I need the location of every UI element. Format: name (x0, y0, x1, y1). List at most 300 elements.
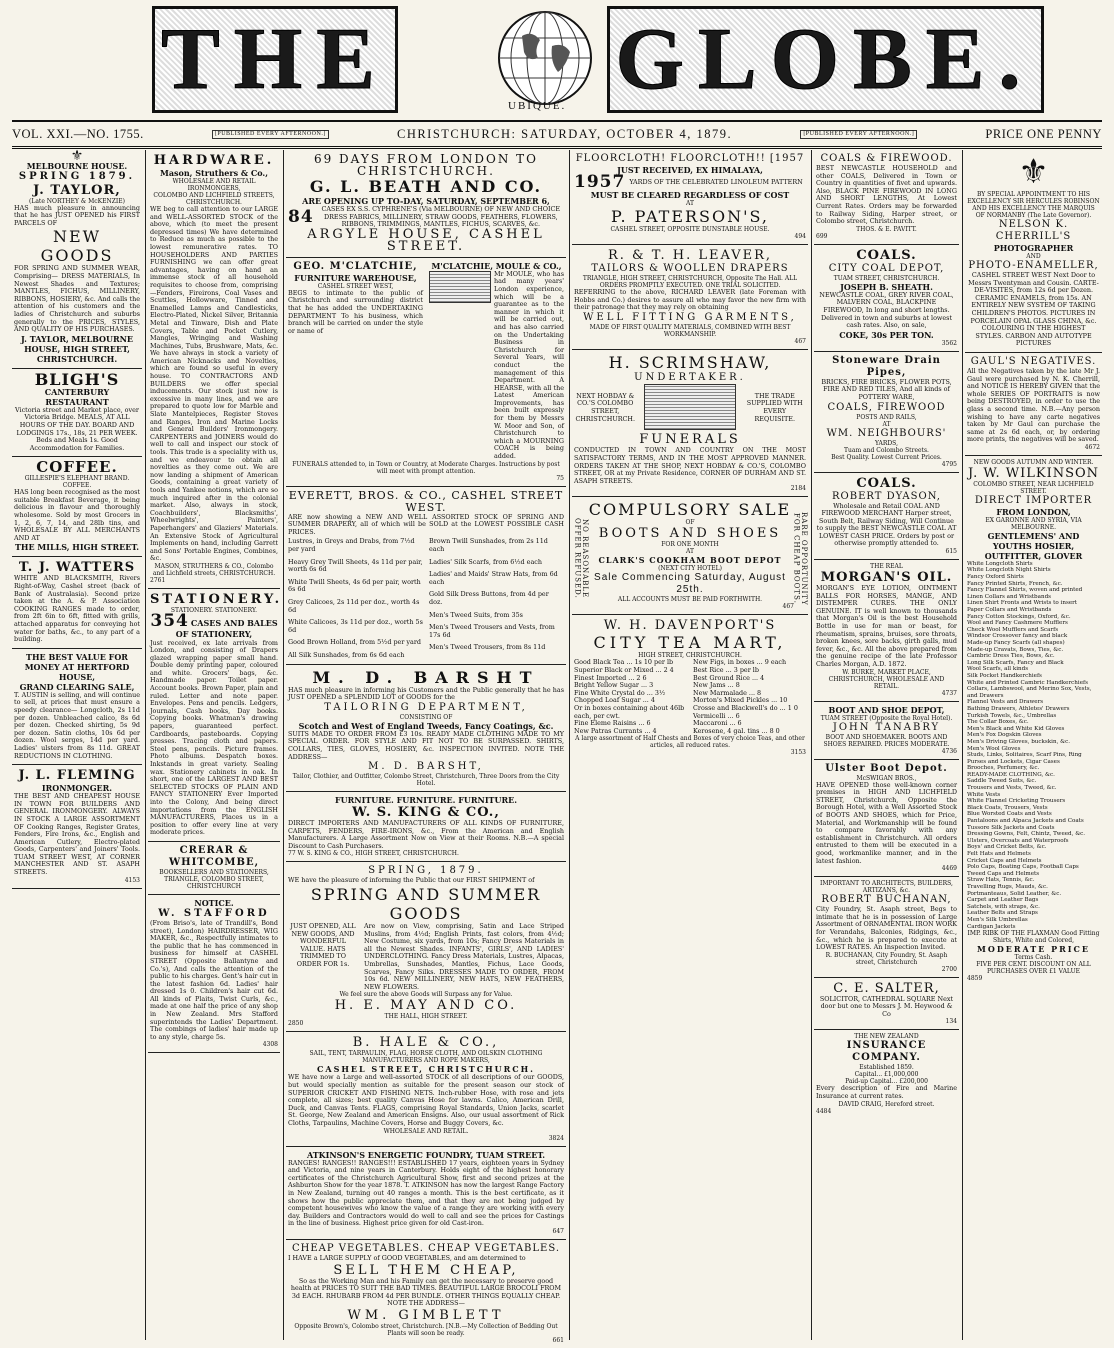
list-item: Trousers and Vests, Tweed, &c. (967, 785, 1057, 792)
list-item: Fancy Oxford Shirts (967, 574, 1024, 581)
ad-body: HAS much pleasure in informing his Customers and the Public generally that he has JUST OPENED a SPLENDID LOT of GOODS for the (288, 685, 564, 702)
ad-heading: NOTICE. (194, 897, 234, 908)
column-4 (572, 150, 808, 1340)
ad-cherrill (965, 150, 1102, 353)
ad-stafford (148, 895, 280, 1054)
ad-body: SUITS MADE TO ORDER FROM £3 10s. READY MADE CLOTHING MADE TO MY SPECIAL ORDER. FOR STYLE AND FIT NOT TO BE SURPASSED. SHIRTS, COLLARS, TIES, GLOVES, HOSIERY, &c. INSPECTION INVITED. NOTE THE ADDRESS— (288, 729, 564, 761)
ad-subheading: THE REAL (870, 563, 903, 571)
list-item: Tussore Silk Jackets and Coats (967, 824, 1055, 831)
list-item: New Figs, in boxes ... 9 each (693, 658, 787, 667)
royal-crest-icon: ⚜ (1018, 152, 1049, 192)
column-6 (965, 150, 1102, 1340)
ad-footer: WHOLESALE AND RETAIL. (383, 1127, 469, 1135)
ad-heading: SPRING 1879. (18, 170, 136, 182)
ad-morgan (814, 560, 959, 702)
ad-subheading: BY SPECIAL APPOINTMENT TO HIS EXCELLENCY SIR HERCULES ROBINSON AND HIS EXCELLENCY THE MARQUIS OF NORMANBY (The Late Governor). (967, 191, 1100, 219)
ad-number: 1957 (574, 172, 626, 192)
masthead-globe: GLOBE. (640, 18, 1010, 100)
column-1 (12, 150, 142, 1340)
list-item: Purses and Lockets, Cigar Cases (967, 758, 1060, 765)
ad-heading: COMPULSORY SALE (588, 500, 792, 520)
ad-subheading: MODERATE PRICE (977, 944, 1090, 955)
list-item: Leather Belts and Straps (967, 910, 1038, 917)
ad-heading: WELL FITTING GARMENTS, (583, 311, 797, 323)
ad-body: Terms Cash. (1014, 954, 1053, 962)
ad-subheading: WHOLESALE AND RETAIL IRONMONGERS, (172, 178, 256, 192)
ad-footer: FIVE PER CENT. DISCOUNT ON ALL PURCHASES OVER £1 VALUE (976, 961, 1091, 976)
ad-neighbours (814, 352, 959, 473)
ad-pavitt (814, 150, 959, 245)
ad-subheading: (Late NORTHEY & McKENZIE) (29, 197, 125, 205)
ad-heading: PHOTO-ENAMELLER, (968, 260, 1099, 271)
ad-paterson (572, 150, 808, 245)
ad-heading: M. D. BARSHT (312, 667, 540, 687)
list-item: Bathing Drawers, Athletes' Drawers (967, 705, 1070, 712)
ad-sheath (814, 245, 959, 352)
ad-address: THE HALL, HIGH STREET. (384, 1013, 468, 1021)
ad-body: City Foundry, St. Asaph street, Begs to intimate that he is in possession of Large Assortment of ORNAMENTAL IRON WORK for Verandahs, Balconies, Ridgings, &c., &c., which he is prepared to execute at LOWEST RATES. An Inspection Invited. (816, 905, 957, 952)
ad-address: THE MILLS, HIGH STREET. (14, 542, 140, 553)
ad-heading: BLIGH'S (34, 369, 120, 389)
ad-subheading: NEW GOODS AUTUMN AND WINTER. (973, 458, 1094, 466)
ad-heading: B. HALE & CO., (352, 1035, 500, 1051)
ad-body: So as the Working Man and his Family can get the necessary to preserve good health at PRICES TO SUIT THE BAD TIMES. BEAUTIFUL LARGE BROCOLI FROM 3d EACH. RHUBARB FROM 4d PER BUNDLE. OTHER THINGS EQUALLY CHEAP. NOTE THE ADDRESS— (290, 1276, 562, 1308)
ad-number: 134 (945, 1018, 957, 1026)
ad-signature: H. E. MAY AND CO. (334, 998, 518, 1014)
ad-heading: COALS & FIREWOOD. (820, 153, 953, 164)
list-item: Best Rice ... 3 per lb (693, 665, 759, 674)
ad-subheading: POSTS AND RAILS, (856, 413, 917, 421)
ad-ulster (814, 760, 959, 878)
ad-signature: W. BURKE, MARKET PLACE, CHRISTCHURCH, WHOLESALE AND RETAIL. (828, 668, 945, 690)
ad-body: IMP. RIBK OF THE FLAXMAN Good Fitting Shirts, White and Colored, (967, 930, 1100, 945)
ad-number: 3824 (548, 1134, 564, 1142)
wilkinson-goods-list (967, 561, 1100, 930)
ad-number: 4859 (967, 975, 983, 983)
list-item: Men's Tweed Trousers, from 8s 11d (429, 643, 546, 652)
ad-hardware (148, 150, 280, 589)
ad-heading: ATKINSON'S ENERGETIC FOUNDRY, TUAM STREET. (306, 1149, 546, 1160)
ad-heading: COALS, FIREWOOD (827, 401, 946, 413)
list-item: Boys' and Cricket Belts, &c. (967, 844, 1047, 851)
list-item: Dressing Gowns, Felt, Chintz, Tweed, &c. (967, 831, 1086, 838)
list-item: Tweed Caps and Helmets (967, 870, 1040, 877)
ad-signature: CLARK'S COOKHAM BOOT DEPOT (598, 555, 782, 566)
list-item: Polo Caps, Boating Caps, Football Caps (967, 864, 1079, 871)
ad-body: BEST NEWCASTLE HOUSEHOLD and other COALS, Delivered in Town or Country in quantities of fivet and upwards. Also, BLACK PINE FIREWOOD IN LONG AND SHORT LENGTHS, At Lowest Current Rates. Orders may be forwarded to Railway Siding, Harper street, or Colombo street, Christchurch. (816, 164, 957, 226)
ad-signature: JOSEPH B. SHEATH. (840, 281, 933, 292)
ad-subheading: FROM LONDON, (996, 506, 1071, 517)
list-item: Carpet and Leather Bags (967, 897, 1039, 904)
ad-sidebar: JUST OPENED, ALL NEW GOODS, AND WONDERFUL VALUE. HATS TRIMMED TO ORDER FOR 1s. (290, 922, 356, 969)
ad-heading: HARDWARE. (153, 153, 275, 168)
list-item: New Marmalade ... 8 (693, 688, 762, 697)
masthead-the: THE (110, 18, 440, 100)
list-item: Good Black Tea ... 1s 10 per lb (574, 658, 674, 667)
ad-body: AT (685, 548, 694, 556)
ad-heading: NELSON K. CHERRILL'S (995, 219, 1072, 242)
ad-subheading: McSWIGAN BROS., (856, 774, 917, 782)
ad-body: YARDS OF THE CELEBRATED LINOLEUM PATTERN (629, 177, 803, 186)
dateline (12, 120, 1102, 149)
ad-crerar (148, 842, 280, 895)
list-item: Fine Eleme Raisins ... 6 (574, 719, 651, 728)
ad-signature: THOS. & E. PAVITT. (856, 225, 917, 233)
ad-insurance (814, 1030, 959, 1118)
ad-subheading: THE NEW ZEALAND (854, 1033, 919, 1041)
ad-number: 661 (552, 1336, 564, 1344)
ad-subheading: STATIONERY. STATIONERY. (170, 606, 258, 614)
ad-barsht (286, 665, 566, 793)
ad-heading: Stoneware Drain Pipes, (832, 354, 941, 378)
ad-heading: GAUL'S NEGATIVES. (970, 355, 1097, 367)
ad-number: 4153 (124, 876, 140, 884)
ad-address: TRIANGLE, HIGH STREET, CHRISTCHURCH, Opposite The Hall. ALL ORDERS PROMPTLY EXECUTED. ONE TRIAL SOLICITED. (582, 275, 798, 289)
ad-signature: DAVID CRAIG, Hereford street. (838, 1100, 935, 1108)
ad-body: I HAVE a LARGE SUPPLY of GOOD VEGETABLES, and am determined to (288, 1253, 526, 1262)
list-item: New Patras Currants ... 4 (574, 726, 657, 735)
ad-heading: FUNERALS (639, 432, 741, 448)
ad-footer: Best Quality. Lowest Current Prices. (831, 453, 942, 461)
pub-note-right: [PUBLISHED EVERY AFTERNOON.] (800, 130, 917, 139)
ad-number: 4672 (1084, 443, 1100, 451)
ad-address: TUAM STREET, CHRISTCHURCH. (833, 274, 940, 282)
ad-number: 615 (945, 548, 957, 556)
ad-address: Tuam and Colombo Streets. (844, 446, 929, 454)
list-item: The Collar Boxes, &c. (967, 719, 1029, 726)
ad-address: COLOMBO STREET, NEAR LICHFIELD STREET. (973, 480, 1094, 495)
page-columns (12, 148, 1102, 1344)
list-item: Ladies' Silk Scarfs, from 6½d each (429, 557, 542, 566)
list-item: White Longcloth Shirts (967, 560, 1033, 567)
ad-heading: H. SCRIMSHAW, (608, 352, 772, 372)
ad-subheading: PHOTOGRAPHER (993, 243, 1074, 253)
ad-heading: CRERAR & WHITCOMBE, (168, 844, 260, 868)
ad-number: 647 (552, 1227, 564, 1235)
ad-heading: W. S. KING & CO., (352, 805, 500, 821)
ad-atkinson (286, 1147, 566, 1240)
ad-body: AT (882, 420, 891, 428)
ad-number: 2700 (941, 965, 957, 973)
list-item: Studs, Links, Solitaires, Scarf Pins, Ring (967, 752, 1082, 759)
ad-subheading: IRONMONGER. (41, 783, 113, 794)
list-item: Long Silk Scarfs, Fancy and Black (967, 659, 1064, 666)
list-item: Turkish Towels, &c., Umbrellas (967, 712, 1057, 719)
ad-subheading: ARE OPENING UP TO-DAY, SATURDAY, SEPTEMBER 6, (302, 196, 550, 206)
list-item: Men's Wool Gloves (967, 745, 1021, 752)
ad-body: RANGES! RANGES!! RANGES!!! ESTABLISHED 17 years, eighteen years in Sydney and Victoria, and nine years in Canterbury. Holds eight of the highest honorary certificates of the Christchurch Agricultural Show, first and second prizes at the Ashburton Show for the year 1878. T. ATKINSON has now the largest Range Factory in New Zealand, turning out 40 ranges a month. This is the best certificate, as it shows how the public appreciate them, and that they are not being judged by competent housewives who know the value of a range they are working with every day. Builders and Contractors would do well to call and see the prices for Castings in the line of business. Highest price given for old Cast-iron. (288, 1158, 564, 1228)
list-item: Cricket Caps and Helmets (967, 857, 1042, 864)
ad-body: Capital... £1,000,000 (854, 1071, 919, 1079)
ad-subheading: MUST BE CLEARED REGARDLESS OF COST (590, 190, 790, 200)
ad-body: HAS much pleasure in announcing that he has JUST OPENED his FIRST PARCELS OF (14, 203, 140, 227)
ad-banner: CHEAP VEGETABLES. CHEAP VEGETABLES. (291, 1242, 560, 1254)
ad-address: J. TAYLOR, MELBOURNE HOUSE, HIGH STREET, CHRISTCHURCH. (20, 333, 134, 364)
ad-body: WE have the pleasure of informing the Public that our FIRST SHIPMENT of (288, 876, 535, 885)
ad-number: 3153 (790, 749, 806, 757)
list-item: Crosse and Blackwell's do ... 1 0 (693, 703, 798, 712)
ad-body: Paid-up Capital... £200,000 (845, 1078, 928, 1086)
ad-body: REFERRING to the above, RICHARD LEAVER (late Foreman with Hobbs and Co.) desires to assure all who may favor the new firm with their patronage that they may rely on obtaining (574, 288, 806, 312)
list-item: Cambric Dress Ties, Bows, &c. (967, 653, 1055, 660)
ad-signature: P. PATERSON'S, (610, 207, 770, 226)
ad-heading: ROBERT BUCHANAN, (821, 894, 952, 906)
ad-vertical-text: RARE OPPORTUNITY FOR CHEAP BOOTS. (792, 511, 808, 606)
ad-footer: A large assortment of Half Chests and Boxes of very choice Teas, and other articles, all reduced rates. (575, 735, 805, 750)
masthead (0, 0, 1114, 120)
ad-body: DIRECT IMPORTERS AND MANUFACTURERS OF ALL KINDS OF FURNITURE, CARPETS, FENDERS, FIRE-IRONS, &c., From the American and English Manufacturers. A Large Assortment Now on View at their Rooms. N.B.—A special Discount to Cash Purchasers. (288, 819, 564, 850)
ad-body: FOR SPRING AND SUMMER WEAR, Comprising— DRESS MATERIALS, In Newest Shades and Textures; MANTLES, FICHUS, MILLINERY, RIBBONS, HOSIERY, &c. And calls the attention of his customers and the ladies of Christchurch and suburbs generally to the PRICES, STYLES, AND QUALITY OF HIS PURCHASES. (14, 264, 140, 334)
list-item: Heavy Grey Twill Sheets, 4s 11d per pair, worth 6s 6d (288, 557, 423, 574)
list-item: Made-up Fancy Scarfs (all shapes) (967, 640, 1065, 646)
ad-number: 4484 (816, 1107, 832, 1115)
ad-address: ARGYLE HOUSE, CASHEL STREET. (307, 226, 545, 254)
ad-footer: FUNERALS attended to, in Town or Country, at Moderate Charges. Instructions by post will meet with prompt attention. (292, 460, 560, 475)
ad-subheading: CONSISTING OF (399, 713, 453, 721)
ad-subheading: Mason, Struthers & Co., (159, 168, 268, 178)
ad-heading: COFFEE. (36, 458, 118, 477)
ad-signature: JOHN TANABRY (832, 721, 941, 733)
ad-number: 354 (150, 610, 189, 631)
ad-subheading: EX GARONNE AND SYRIA, VIA MELBOURNE. (985, 516, 1082, 531)
list-item: Collars, Lambswool, and Merino Sox, Vests, and Drawers (967, 686, 1092, 699)
ad-number: 75 (556, 474, 564, 482)
ad-number: 2761 (150, 576, 166, 584)
ad-compulsory-sale (572, 497, 808, 615)
ad-heading: G. L. BEATH AND CO. (309, 177, 543, 196)
ad-subheading: JUST RECEIVED, EX HIMALAYA, (617, 165, 763, 175)
hearse-icon (429, 271, 491, 303)
ad-stationery (148, 589, 283, 842)
tea-price-list-left (574, 659, 687, 735)
ad-address: BOOKSELLERS AND STATIONERS, TRIANGLE, COLOMBO STREET, CHRISTCHURCH (159, 868, 269, 890)
list-item: Check Wool Mufflers and Scarfs (967, 626, 1059, 633)
ad-may (286, 862, 566, 1032)
list-item: White and Printed Cambric Handkerchiefs (967, 679, 1088, 686)
list-item: Finest Imported ... 2 6 (574, 673, 647, 682)
list-item: Best Ground Rice ... 4 (693, 673, 765, 682)
ad-number: 494 (794, 233, 806, 240)
ad-subheading: CANTERBURY RESTAURANT (44, 386, 110, 407)
ad-heading: MELBOURNE HOUSE. (26, 160, 128, 171)
column-5 (814, 150, 959, 1340)
ad-body: HAS long been recognised as the most suitable Breakfast Beverage, it being delicious in flavour and thoroughly wholesome. Sold by most Grocers in 1, 2, 6, 7, 14, and 28lb tins, and WHOLESALE BY ALL MERCHANTS AND AT (14, 488, 140, 542)
list-item: Bright Yellow Sugar ... 3 (574, 681, 654, 690)
list-item: White Flannel Cricketing Trousers (967, 798, 1066, 805)
hearse-icon (644, 384, 736, 430)
ad-subheading: IMPORTANT TO ARCHITECTS, BUILDERS, ARTIZANS, &c. (820, 880, 953, 895)
ad-number: 467 (794, 337, 806, 345)
list-item: Good Brown Holland, from 5½d per yard (288, 638, 421, 647)
ad-heading: EVERETT, BROS. & CO., CASHEL STREET WEST. (288, 488, 564, 514)
list-item: Made-up Cravats, Bows, Ties, &c. (967, 646, 1064, 653)
ad-salter (814, 978, 959, 1031)
ad-heading: J. L. FLEMING (18, 768, 136, 784)
ad-heading: MORGAN'S OIL. (820, 570, 953, 586)
ad-body: WE beg to call attention to our LARGE and WELL-ASSORTED STOCK of the above, which (to meet the present depressed times) We have determined to Reduce as much as possible to the lowest remunerative rates. TO HOUSEHOLDERS AND PARTIES FURNISHING we can offer great advantages, having on hand an immense stock of all household requisites to choose from, comprising—Fenders, Fireirons, Coal Vases and Scuttles, Hollowware, Tinned and Enamelled Lamps and Candlesticks, Electro-Plated, Nickel Silver, Britannia Metal and Tinware, Dish and Plate Covers, Table and Pocket Cutlery, Mangles, Wringing and Washing Machines, Tubs, Brushware, Mats, &c. We have always in stock a variety of American Nicknacks and Novelties, which are found so useful in every house. TO CONTRACTORS AND BUILDERS we offer special inducements. Our stock just now is excessive in many lines, and we are prepared to quote low for Marble and Slate Mantelpieces, Register Stoves and Ranges, Iron and Marine Locks and General Builders' Ironmongery. CARPENTERS and JOINERS would do well to call and inspect our stock of tools. This trade is a speciality with us, and we endeavour to obtain all novelties as they come out. We are now landing a shipment of American Goods, containing a great variety of tools and Yankee notions, which are so much inquired after in the colonial market. Also, always in stock, Coachbuilders', Blacksmiths', Wheelwrights', Painters', Paperhangers' and Glaziers' Materials. An Extensive Stock of Agricultural Implements on hand, including Garrett and Sons' Portable Engines, Combines, &c. (150, 205, 278, 563)
list-item: Blue Worsted Coats and Vests (967, 811, 1052, 818)
ad-number: 2184 (790, 485, 806, 493)
ad-body: Wholesale and Retail COAL AND FIREWOOD MERCHANT Harper street, South Belt, Railway Siding, Will Continue to supply the BEST NEWCASTLE COAL AT LOWEST CASH PRICE. Orders by post or otherwise promptly attended to. (816, 501, 957, 548)
list-item: New Jams ... 8 (693, 681, 740, 690)
ad-subheading: Scotch and West of England Tweeds, Fancy Coatings, &c. (298, 720, 554, 731)
ad-number: 4308 (262, 1041, 278, 1049)
list-item: All Silk Sunshades, from 6s 6d each (288, 650, 405, 659)
list-item: Fancy Flannel Shirts, woven and printed (967, 587, 1083, 594)
list-item: White Vests (967, 791, 1001, 798)
list-item: Straw Hats, Tennis, &c. (967, 877, 1035, 884)
everett-list-right (429, 538, 564, 659)
ad-coffee (12, 457, 142, 557)
list-item: Men's Black and White Kid Gloves (967, 725, 1065, 732)
list-item: Linen Shirt Fronts and Wrists to insert (967, 600, 1078, 607)
list-item: White Longcloth Night Shirts (967, 567, 1051, 574)
ad-number: 3562 (941, 339, 957, 347)
ad-fleming (12, 765, 142, 889)
ad-body: (From Briso's, late of Trandill's, Bond street), London) HAIRDRESSER, WIG MAKER, &c., Respectfully intimates to the public that he has commenced in business for himself at CASHEL STREET (Opposite Ballantyne and Co.'s), And calls the attention of the public to his charges. Gent's hair cut in the latest fashion 6d. Ladies' hair dressed 1s 0. Children's hair cut 6d. All kinds of Plaits, Twist Curls, &c., made at one half the price of any shop in New Zealand. Mrs Stafford superintends the Ladies' Department. The combings of ladies' hair made up to any style, charge 5s. (150, 918, 278, 1041)
ad-body: Established 1859. (859, 1064, 914, 1072)
volume-number: VOL. XXI.—NO. 1755. (12, 126, 144, 141)
list-item: Men's Tweed Suits, from 35s (429, 610, 523, 619)
ad-heading: THE BEST VALUE FOR MONEY AT HERTFORD HOUSE, (24, 651, 130, 682)
ad-scrimshaw (572, 350, 808, 498)
ad-address: (NEXT CITY HOTEL) (658, 565, 722, 573)
list-item: Saddle Tweed Suits, &c. (967, 778, 1037, 785)
ad-subheading: CASES AND BALES OF STATIONERY, (175, 617, 278, 639)
list-item: Ladies' and Maids' Straw Hats, from 6d each (429, 570, 558, 586)
ad-subheading: YARDS, (875, 439, 898, 447)
column-2 (148, 150, 283, 1340)
ad-heading: W. STAFFORD (158, 907, 270, 919)
list-item: Morton's Mixed Pickles ... 10 (693, 696, 788, 705)
ad-address: Tailor, Clothier, and Outfitter, Colombo Street, Christchurch, Three Doors from the City Hotel. (292, 773, 560, 788)
list-item: Silk Pocket Handkerchiefs (967, 672, 1042, 679)
ad-subheading: COKE, 30s PER TON. (839, 329, 934, 340)
ad-number: 4795 (941, 460, 957, 468)
ad-heading: STATIONERY. (150, 591, 283, 607)
ad-sidebar: THE TRADE SUPPLIED WITH EVERY REQUISITE. (746, 391, 803, 423)
ad-body: HAVE OPENED those well-known corner premises in HIGH AND LICHFIELD STREET, Christchurch, Opposite the Borough Hotel, with a Well Assorted Stock of BOOTS AND SHOES, which for Price, Material, and Workmanship will be found to compare favorably with any establishment in Christchurch. All orders entrusted to them will be executed in a good, workmanlike manner, and in the latest fashion. (816, 780, 957, 865)
city-date: CHRISTCHURCH: SATURDAY, OCTOBER 4, 1879. (396, 126, 733, 141)
list-item: Windsor Crossover fancy and black (967, 633, 1068, 640)
ad-subheading: TAILORS & WOOLLEN DRAPERS (591, 263, 789, 274)
ad-everett (286, 487, 566, 665)
pub-note-left: [PUBLISHED EVERY AFTERNOON.] (212, 130, 329, 139)
ad-body: WHITE AND BLACKSMITH, Rivers Right-of-Way, Cashel street (back of Bank of Australasia). Second prize taken at the A. & P. Association COOKING RANGES made to order, from 2ft 6in to 6ft, fitted with grills, attached apparatus for conveying hot water for baths, &c., to any part of a building. (14, 574, 140, 644)
ad-address: CASHEL STREET, OPPOSITE DUNSTABLE HOUSE. (610, 226, 770, 233)
ad-body: T. AUSTIN is selling, and will continue to sell, at prices that must ensure a speedy clearance— Longcloth, 2s 11d per dozen. Unbleached calico, 8s 6d per dozen. Checked shirting, 5s 9d per dozen. Satin cloths, 10s 6d per dozen. Wool serges, 14d per yard. Ladies' ulsters from 8s 11d. GREAT REDUCTIONS IN CLOTHING. (14, 690, 140, 760)
list-item: Travelling Rugs, Mauds, &c. (967, 883, 1048, 890)
ad-body: OF (685, 519, 695, 527)
ad-body: Victoria street and Market place, over Victoria Bridge. MEALS, AT ALL HOURS OF THE DAY. BOARD AND LODGINGS 17s., 18s, 21 PER WEEK. Beds and Meals 1s. Good Accommodation for Families. (15, 405, 139, 452)
ad-subheading: GENTLEMENS' AND YOUTHS HOSIER, OUTFITTER, GLOVER (984, 530, 1083, 561)
list-item: Grey Calicoes, 2s 11d per doz., worth 4s 6d (288, 597, 420, 614)
ad-address: CASHEL STREET WEST, (317, 282, 394, 290)
ad-footer: ALL ACCOUNTS MUST BE PAID FORTHWITH. (617, 596, 763, 604)
list-item: Vermicelli ... 6 (693, 711, 740, 720)
ad-heading: BOOT AND SHOE DEPOT, (828, 704, 945, 715)
ad-body: AND (1026, 253, 1041, 260)
ad-banner: 69 DAYS FROM LONDON TO CHRISTCHURCH. (313, 152, 539, 178)
ad-heading: J. TAYLOR, (33, 182, 121, 198)
ad-body: BOOT AND SHOEMAKER. BOOTS AND SHOES REPAIRED. PRICES MODERATE. (823, 733, 950, 748)
ad-wilkinson (965, 456, 1102, 986)
ad-signature: WM. GIMBLETT (347, 1307, 505, 1323)
ad-subheading: Sale Commencing Saturday, August 25th. (594, 572, 786, 596)
ad-body: NEWCASTLE COAL, GREY RIVER COAL, MALVERN COAL, BLACKPINE FIREWOOD, In long and short lengths. Delivered in town and suburbs at lowest cash rates. Also, on sale, (819, 290, 954, 330)
list-item: Men's Tweed Trousers and Vests, from 17s 6d (429, 623, 555, 639)
list-item: Ulsters, Overcoats and Waterproofs (967, 837, 1069, 844)
ad-address: HIGH STREET, CHRISTCHURCH. (638, 652, 742, 660)
ad-heading: CITY TEA MART, (593, 633, 787, 653)
ad-heading: W. H. DAVENPORT'S (603, 618, 777, 634)
list-item: Cardigan Jackets (967, 923, 1016, 930)
ad-body: BEGS to intimate to the public of Christchurch and surrounding district that he has added the UNDERTAKING DEPARTMENT To his business, which branch will be carried on under the style or name of (288, 288, 423, 335)
ad-signature: WM. NEIGHBOURS' (826, 427, 947, 439)
list-item: White Twill Sheets, 4s 6d per pair, worth 6s 6d (288, 577, 421, 594)
list-item: Chopped Loaf Sugar ... 4 (574, 696, 655, 705)
list-item: Men's Driving Gloves, buckskin, &c. (967, 738, 1071, 745)
ad-sidebar: NEXT HOBDAY & CO.'S COLOMBO STREET, CHRISTCHURCH. (575, 391, 636, 423)
ad-signature: M. D. BARSHT, (368, 761, 484, 773)
list-item: Or in boxes containing about 46lb each, per cwt. (574, 703, 685, 720)
ad-body: BRICKS, FIRE BRICKS, FLOWER POTS, FIRE AND RED TILES, And all kinds of POTTERY WARE, (821, 377, 952, 401)
royal-crest-icon: ⚜ (70, 148, 84, 164)
ad-body: Every description of Fire and Marine Insurance at current rates. (816, 1084, 957, 1101)
list-item: Flannel Vests and Drawers (967, 699, 1044, 706)
masthead-motto: UBIQUE. (508, 100, 567, 112)
ad-heading: COALS. (856, 247, 917, 263)
ad-body: AT (685, 200, 694, 207)
ad-subheading: UNDERTAKER. (634, 371, 746, 383)
ad-address: CASHEL STREET, CHRISTCHURCH. (317, 1064, 535, 1075)
ad-body: SOLICITOR, CATHEDRAL SQUARE Next door but one to Messrs J. M. Heywood & Co (819, 994, 954, 1018)
list-item: Felt Hats and Helmets (967, 851, 1031, 857)
ad-watters (12, 557, 142, 648)
ad-tanabry (814, 702, 959, 760)
ad-heading: SELL THEM CHEAP, (333, 1262, 519, 1278)
ad-subheading: SAIL, TENT, TARPAULIN, FLAG, HORSE CLOTH, AND OILSKIN CLOTHING MANUFACTURERS AND ROPE MAKERS, (309, 1050, 543, 1065)
ad-heading: CITY COAL DEPOT, (828, 262, 945, 274)
ad-number: 4736 (941, 747, 957, 755)
list-item: Pantaloons and Alpaca Jackets and Coats (967, 818, 1084, 825)
ad-beath (286, 150, 566, 258)
list-item: Maccaroni ... 6 (693, 719, 742, 728)
ad-gaul (965, 353, 1102, 456)
ad-address: TUAM STREET (Opposite the Royal Hotel). (820, 714, 953, 722)
list-item: Wool and Fancy Cashmere Mufflers (967, 620, 1068, 627)
ad-body: We feel sure the above Goods will Surpass any for Value. (339, 991, 513, 999)
ad-vertical-text: NO REASONABLE OFFER REFUSED. (573, 518, 590, 600)
ad-address: MASON, STRUTHERS & CO., Colombo and Lichfield streets, CHRISTCHURCH. (152, 562, 276, 577)
ad-hale (286, 1032, 566, 1146)
ad-king (286, 792, 566, 862)
ad-body: ARE now showing a NEW AND WELL ASSORTED STOCK OF SPRING AND SUMMER DRAPERY, all of which will be SOLD at the LOWEST POSSIBLE CASH PRICES. (288, 512, 564, 536)
ad-number: 467 (782, 603, 794, 611)
ad-body: CASHEL STREET WEST Next Door to Messrs Twentyman and Cousin. CARTE-DE-VISITES, from 12s 6d per Dozen. CERAMIC ENAMELS, from 15s. AN ENTIRELY NEW SYSTEM OF TAKING CHILDREN'S PHOTOS. PICTURES IN PORCELAIN OPAL GLASS CHINA, &c. COLOURING IN THE HIGHEST STYLES. CARBON AND AUTOTYPE PICTURES (968, 271, 1099, 348)
ad-heading: COALS. (856, 475, 917, 491)
ad-signature: ROBERT DYASON, (832, 490, 941, 502)
ad-heading: Ulster Boot Depot. (825, 762, 948, 774)
ad-body: CASES EX S.S. CYPHRENE'S (Via MELBOURNE) OF NEW AND CHOICE DRESS FABRICS, MILLINERY, STRAW GOODS, FEATHERS, FLOWERS, RIBBONS, TRIMMINGS, MANTLES, FICHUS, SCARVES, &c. (321, 205, 561, 229)
ad-mcclatchie (286, 258, 566, 487)
list-item: READY-MADE CLOTHING, &c. (967, 771, 1055, 778)
list-item: Gold Silk Dress Buttons, from 4d per doz. (429, 590, 549, 606)
ad-dyason (814, 473, 959, 561)
ad-subheading: GRAND CLEARING SALE, (19, 681, 135, 692)
list-item: Brooches, Perfumery, &c. (967, 765, 1040, 772)
list-item: Wool Scarfs, all kinds (967, 666, 1029, 673)
